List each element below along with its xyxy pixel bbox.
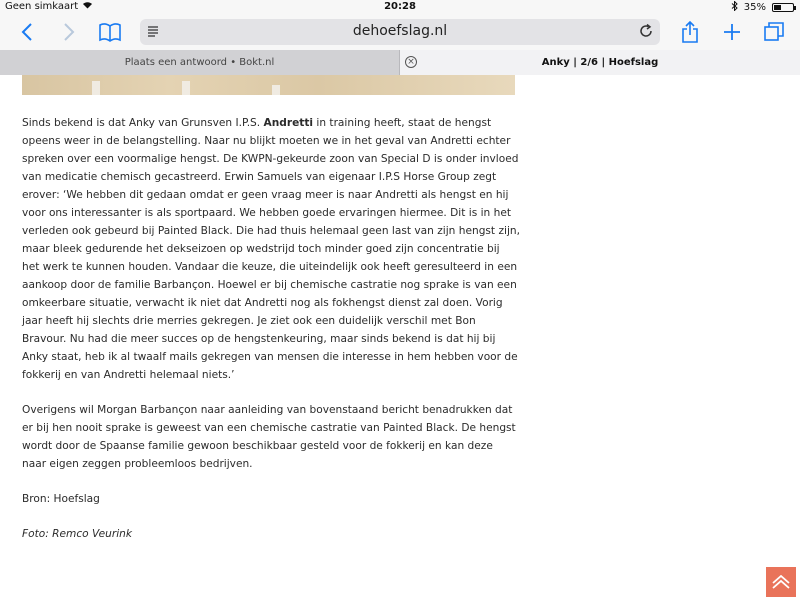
reload-icon[interactable]	[638, 23, 654, 43]
article-source: Bron: Hoefslag	[22, 493, 100, 505]
url-text: dehoefslag.nl	[352, 23, 448, 39]
share-icon[interactable]	[678, 18, 702, 46]
address-bar[interactable]	[140, 19, 660, 45]
carrier-label: Geen simkaart	[5, 1, 79, 12]
browser-toolbar	[0, 14, 800, 50]
chevron-up-icon	[771, 575, 791, 589]
battery-icon	[772, 3, 794, 12]
article-image	[22, 75, 515, 95]
battery-percent: 35%	[743, 2, 766, 13]
back-icon[interactable]	[16, 18, 38, 46]
back-to-top-button[interactable]	[766, 567, 796, 597]
close-tab-icon[interactable]: ×	[405, 56, 417, 68]
new-tab-icon[interactable]	[720, 18, 744, 46]
article-body	[22, 114, 520, 560]
bluetooth-icon	[731, 1, 738, 14]
tab-label: Anky | 2/6 | Hoefslag	[541, 57, 659, 68]
tabs-icon[interactable]	[762, 18, 786, 46]
article-paragraph: Sinds bekend is dat Anky van Grunsven I.P.S. Andretti in training heeft, staat de hengst opeens weer in de belangstelling. Naar nu blijkt moeten we in het geval van Andretti echter spreken over een voormalige hengst. De KWPN-gekeurde zoon van Special D is onder invloed van medicatie chemisch gecastreerd. Erwin Samuels van eigenaar I.P.S Horse Group zegt erover: ‘We hebben dit gedaan omdat er geen vraag meer is naar Andretti als hengst en hij voor ons interessanter is als sportpaard. We hebben goede ervaringen hiermee. Dit is in het verleden ook gebeurd bij Painted Black. Die had thuis helemaal geen last van zijn hengst zijn, maar bleek gedurende het dekseizoen op wedstrijd toch minder goed zijn concentratie bij het werk te kunnen houden. Vandaar die keuze, die uiteindelijk ook heeft geresulteerd in een aankoop door de familie Barbançon. Hoewel er bij chemische castratie nog sprake is van een omkeerbare situatie, verwacht ik niet dat Andretti nog als fokhengst dienst zal doen. Vorig jaar heeft hij slechts drie merries gekregen. Je ziet ook een duidelijk verschil met Bon Bravour. Nu had die meer succes op de hengstenkeuring, maar sinds bekend is dat hij bij Anky staat, heb ik al twaalf mails gekregen van mensen die interesse in hem hebben voor de fokkerij en van Andretti helemaal niets.’	[22, 117, 520, 381]
photo-credit: Foto: Remco Veurink	[22, 528, 133, 540]
horse-name: Andretti	[263, 117, 314, 129]
tab-hoefslag[interactable]	[400, 50, 800, 75]
clock: 20:28	[384, 1, 416, 12]
forward-icon[interactable]	[58, 18, 80, 46]
tab-label: Plaats een antwoord • Bokt.nl	[124, 57, 275, 68]
status-bar	[0, 0, 800, 14]
tab-bar	[0, 50, 800, 75]
bookmarks-icon[interactable]	[96, 18, 124, 46]
tab-bokt[interactable]	[0, 50, 400, 75]
article-paragraph: Overigens wil Morgan Barbançon naar aanleiding van bovenstaand bericht benadrukken dat er bij hen nooit sprake is geweest van een chemische castratie van Painted Black. De hengst wordt door de Spaanse familie gewoon beschikbaar gesteld voor de fokkerij en kan deze naar eigen zeggen probleemloos bedrijven.	[22, 404, 516, 470]
